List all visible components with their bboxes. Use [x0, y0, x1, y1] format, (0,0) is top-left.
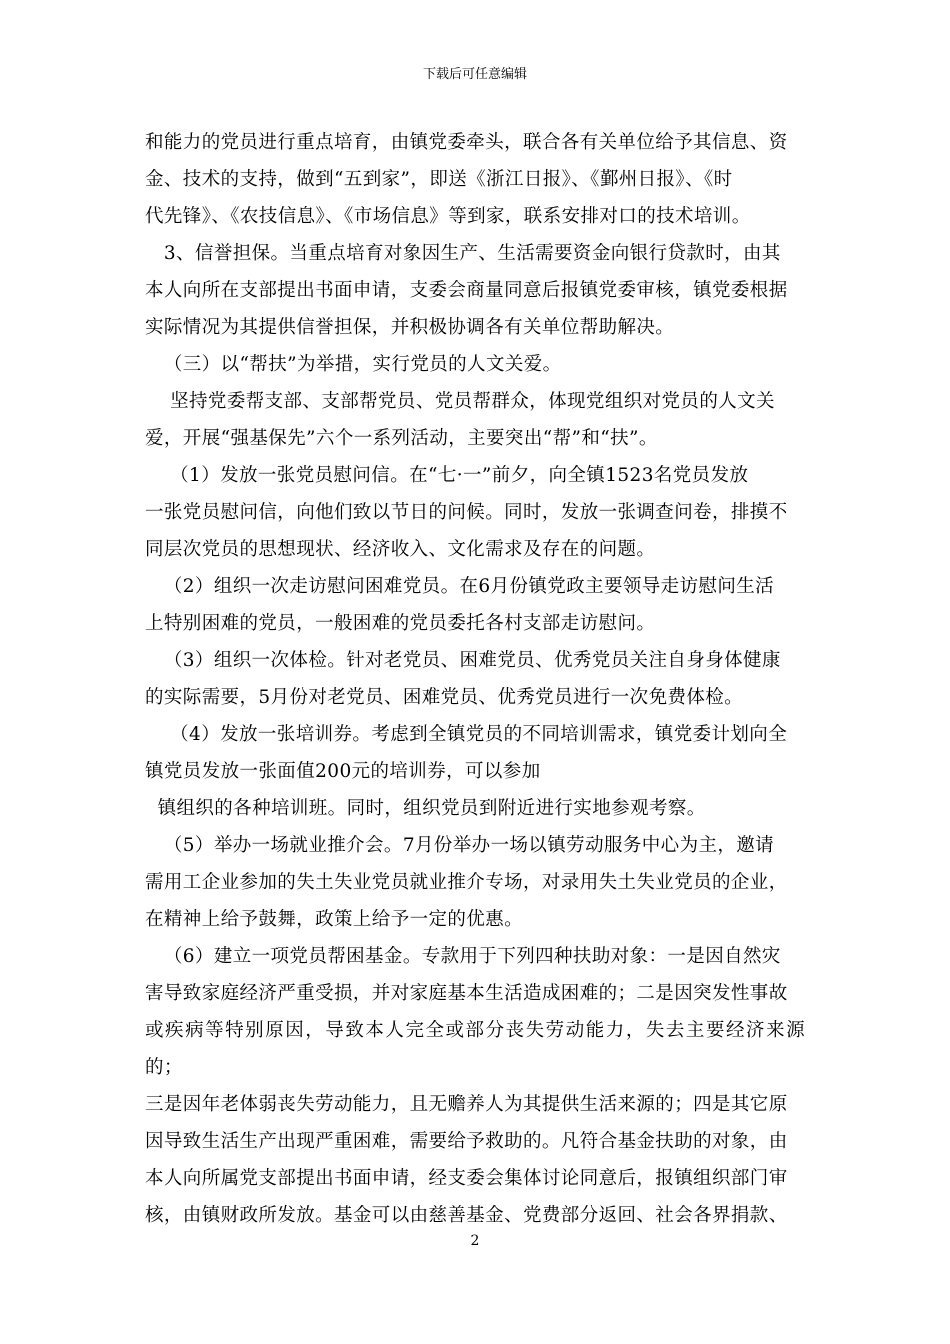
text-line: 本人向所在支部提出书面申请，支委会商量同意后报镇党委审核，镇党委根据: [145, 280, 788, 301]
text-line: （三）以“帮扶”为举措，实行党员的人文关爱。: [145, 354, 562, 375]
text-line: 爱，开展“强基保先”六个一系列活动，主要突出“帮”和“扶”。: [145, 428, 658, 449]
text-line: 3、信誉担保。当重点培育对象因生产、生活需要资金向银行贷款时，由其: [145, 243, 781, 264]
text-line: （6）建立一项党员帮困基金。专款用于下列四种扶助对象：一是因自然灾: [145, 946, 781, 967]
text-line: （5）举办一场就业推介会。7月份举办一场以镇劳动服务中心为主，邀请: [145, 835, 775, 856]
text-line: （4）发放一张培训券。考虑到全镇党员的不同培训需求，镇党委计划向全: [145, 724, 788, 745]
text-line: 上特别困难的党员，一般困难的党员委托各村支部走访慰问。: [145, 613, 656, 634]
page-header: 下载后可任意编辑: [422, 67, 527, 82]
text-line: 三是因年老体弱丧失劳动能力，且无赡养人为其提供生活来源的；四是其它原: [145, 1094, 788, 1115]
text-line: 本人向所属党支部提出书面申请，经支委会集体讨论同意后，报镇组织部门审: [145, 1168, 788, 1189]
text-line: 的实际需要，5月份对老党员、困难党员、优秀党员进行一次免费体检。: [145, 687, 744, 708]
text-line: 核，由镇财政所发放。基金可以由慈善基金、党费部分返回、社会各界捐款、: [145, 1205, 788, 1226]
text-line: 代先锋》、《农技信息》、《市场信息》等到家，联系安排对口的技术培训。: [145, 206, 751, 227]
text-line: 金、技术的支持，做到“五到家”，即送《浙江日报》、《鄞州日报》、《时: [145, 169, 733, 190]
text-line: 在精神上给予鼓舞，政策上给予一定的优惠。: [145, 909, 524, 930]
text-line: 镇党员发放一张面值200元的培训券，可以参加: [145, 761, 541, 782]
text-line: 和能力的党员进行重点培育，由镇党委牵头，联合各有关单位给予其信息、资: [145, 132, 788, 153]
document-body: [145, 124, 805, 1234]
text-line: 一张党员慰问信，向他们致以节日的问候。同时，发放一张调查问卷，排摸不: [145, 502, 788, 523]
text-line: 坚持党委帮支部、支部帮党员、党员帮群众，体现党组织对党员的人文关: [145, 391, 775, 412]
text-line: 实际情况为其提供信誉担保，并积极协调各有关单位帮助解决。: [145, 317, 675, 338]
text-line: 或疾病等特别原因，导致本人完全或部分丧失劳动能力，失去主要经济来源的；: [145, 1020, 805, 1078]
text-line: （1）发放一张党员慰问信。在“七·一”前夕，向全镇1523名党员发放: [145, 465, 749, 486]
text-line: 同层次党员的思想现状、经济收入、文化需求及存在的问题。: [145, 539, 656, 560]
text-line: 镇组织的各种培训班。同时，组织党员到附近进行实地参观考察。: [145, 798, 706, 819]
text-line: （2）组织一次走访慰问困难党员。在6月份镇党政主要领导走访慰问生活: [145, 576, 775, 597]
text-line: 害导致家庭经济严重受损，并对家庭基本生活造成困难的；二是因突发性事故: [145, 983, 788, 1004]
text-line: 因导致生活生产出现严重困难，需要给予救助的。凡符合基金扶助的对象，由: [145, 1131, 788, 1152]
text-line: （3）组织一次体检。针对老党员、困难党员、优秀党员关注自身身体健康: [145, 650, 781, 671]
page-number: 2: [470, 1233, 480, 1249]
text-line: 需用工企业参加的失土失业党员就业推介专场，对录用失土失业党员的企业，: [145, 872, 788, 893]
